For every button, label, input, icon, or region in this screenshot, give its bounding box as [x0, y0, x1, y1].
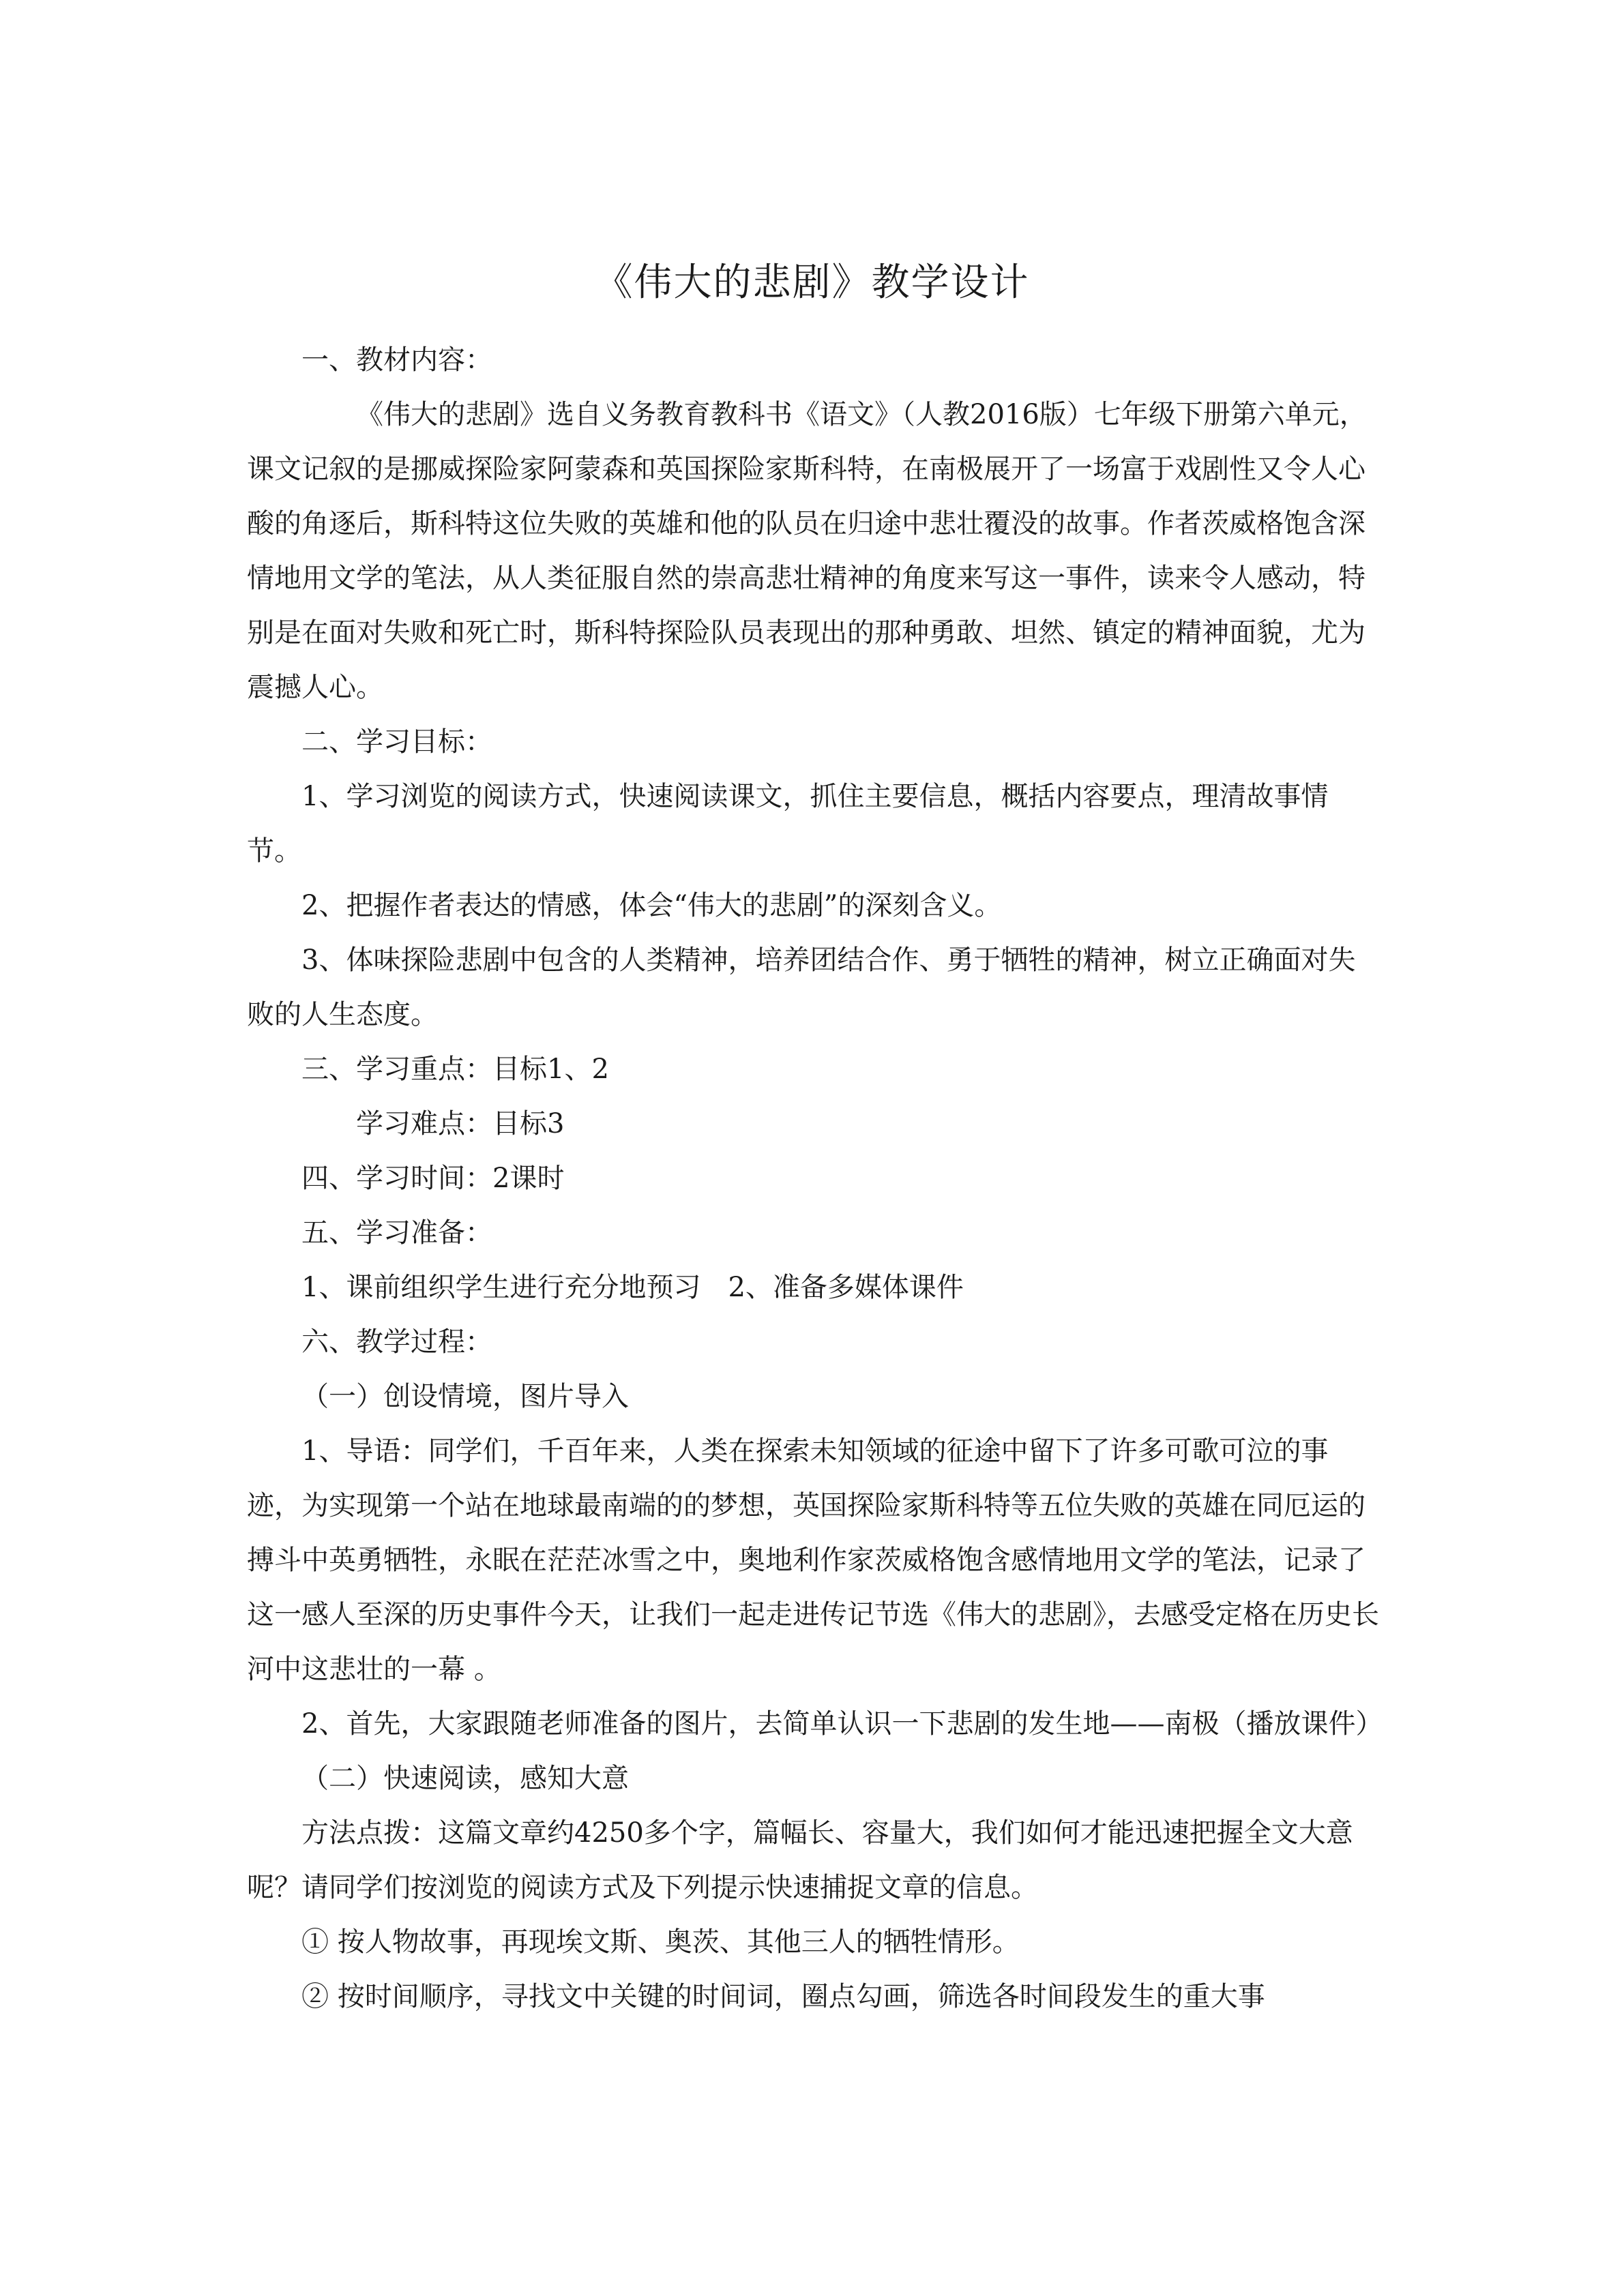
- document-body: [247, 333, 1383, 2024]
- preparation-item-2: 2、准备多媒体课件: [728, 1272, 964, 1303]
- goal-item-1: 1、学习浏览的阅读方式，快速阅读课文，抓住主要信息，概括内容要点，理清故事情节。: [247, 781, 1329, 867]
- goal-item-3: 3、体味探险悲剧中包含的人类精神，培养团结合作、勇于牺牲的精神，树立正确面对失败的人生态度。: [247, 944, 1356, 1030]
- section-heading-goals: 二、学习目标：: [301, 726, 492, 758]
- document-title: 《伟大的悲剧》教学设计: [594, 260, 1030, 305]
- section-heading-time: 四、学习时间：2课时: [301, 1163, 565, 1194]
- section-heading-key-points: 三、学习重点：目标1、2: [301, 1054, 609, 1085]
- difficulty-line: 学习难点：目标3: [356, 1108, 565, 1139]
- section-heading-materials: 一、教材内容：: [301, 344, 492, 376]
- tip-item-1: ① 按人物故事，再现埃文斯、奥茨、其他三人的牺牲情形。: [301, 1926, 1020, 1958]
- materials-paragraph: 《伟大的悲剧》选自义务教育教科书《语文》（人教2016版）七年级下册第六单元，课文记叙的是挪威探险家阿蒙森和英国探险家斯科特，在南极展开了一场富于戏剧性又令人心酸的角逐后，斯科特这位失败的英雄和他的队员在归途中悲壮覆没的故事。作者茨威格饱含深情地用文学的笔法，从人类征服自然的崇高悲壮精神的角度来写这一事件，读来令人感动，特别是在面对失败和死亡时，斯科特探险队员表现出的那种勇敢、坦然、镇定的精神面貌，尤为震撼人心。: [247, 399, 1367, 703]
- tip-item-2: ② 按时间顺序，寻找文中关键的时间词，圈点勾画，筛选各时间段发生的重大事: [301, 1981, 1265, 2012]
- step-heading-2: （二）快速阅读，感知大意: [301, 1763, 629, 1794]
- method-paragraph: 方法点拨：这篇文章约4250多个字，篇幅长、容量大，我们如何才能迅速把握全文大意呢？请同学们按浏览的阅读方式及下列提示快速捕捉文章的信息。: [247, 1817, 1353, 1903]
- section-heading-preparation: 五、学习准备：: [301, 1217, 492, 1249]
- goal-item-2: 2、把握作者表达的情感，体会“伟大的悲剧”的深刻含义。: [301, 890, 1002, 921]
- section-heading-process: 六、教学过程：: [301, 1326, 492, 1358]
- preparation-item-1: 1、课前组织学生进行充分地预习: [301, 1272, 701, 1303]
- step-heading-1: （一）创设情境，图片导入: [301, 1381, 629, 1412]
- step-1-paragraph-2: 2、首先，大家跟随老师准备的图片，去简单认识一下悲剧的发生地——南极（播放课件）: [301, 1708, 1383, 1740]
- preparation-line: [247, 1260, 1379, 1315]
- step-1-paragraph-1: 1、导语：同学们，千百年来，人类在探索未知领域的征途中留下了许多可歌可泣的事迹，为实现第一个站在地球最南端的的梦想，英国探险家斯科特等五位失败的英雄在同厄运的搏斗中英勇牺牲，永眠在茫茫冰雪之中，奥地利作家茨威格饱含感情地用文学的笔法，记录了这一感人至深的历史事件今天，让我们一起走进传记节选《伟大的悲剧》，去感受定格在历史长河中这悲壮的一幕 。: [247, 1435, 1379, 1685]
